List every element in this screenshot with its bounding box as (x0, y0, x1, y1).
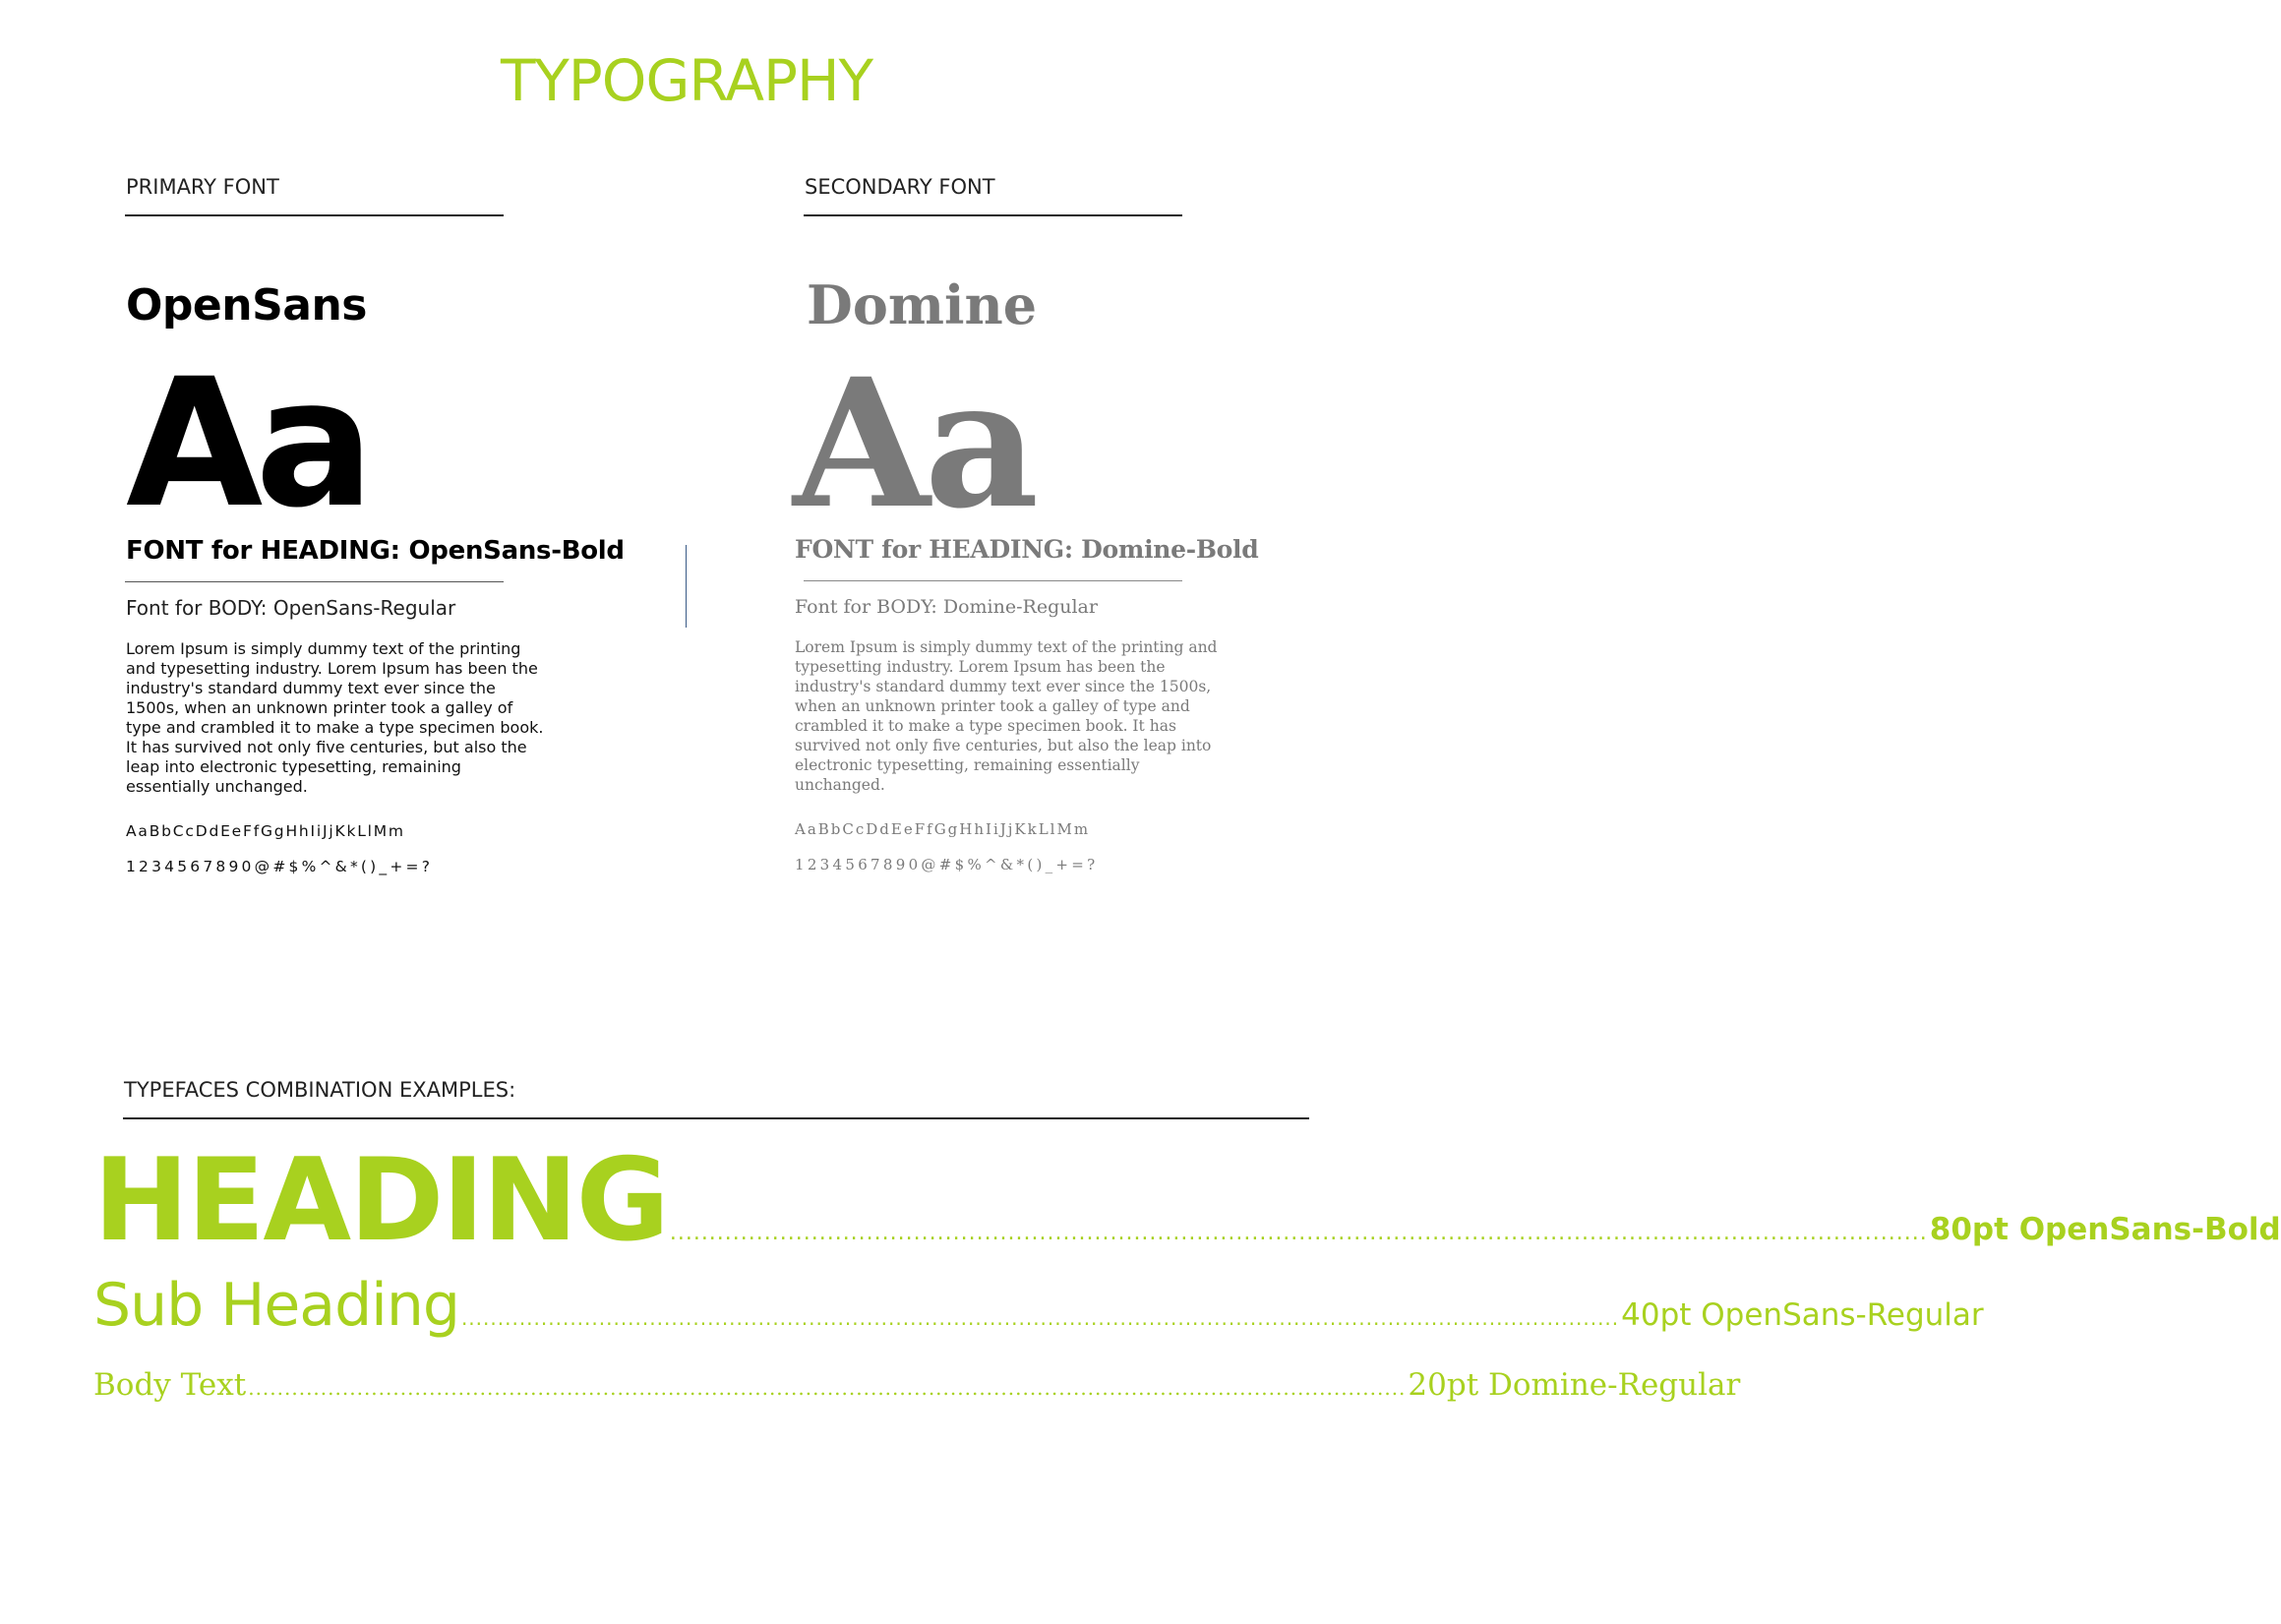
secondary-font-label-rule (804, 214, 1182, 216)
combinations-rule (123, 1117, 1309, 1119)
combo-spec-body: 20pt Domine-Regular (1408, 1367, 1741, 1403)
combinations-label: TYPEFACES COMBINATION EXAMPLES: (124, 1078, 516, 1102)
dot-leader: ................................................................................................................................................................ (248, 1376, 1407, 1400)
combo-sample-subheading: Sub Heading (93, 1271, 459, 1340)
secondary-digits-symbols: 1234567890@#$%^&*()_+=? (795, 856, 1099, 873)
combo-sample-heading: HEADING (93, 1134, 668, 1267)
combo-spec-subheading: 40pt OpenSans-Regular (1621, 1297, 1984, 1333)
secondary-heading-font-line: FONT for HEADING: Domine-Bold (795, 535, 1259, 564)
secondary-font-name: Domine (807, 273, 1038, 336)
column-divider (686, 545, 687, 628)
primary-heading-font-line: FONT for HEADING: OpenSans-Bold (126, 536, 625, 566)
dot-leader: ................................................................................................................................................................ (669, 1221, 1928, 1245)
secondary-heading-rule (804, 580, 1182, 581)
primary-body-font-line: Font for BODY: OpenSans-Regular (126, 596, 456, 620)
primary-sample-paragraph: Lorem Ipsum is simply dummy text of the printing and typesetting industry. Lorem Ipsum has been the industry's standard dummy text ever since the 1500s, when an unknown printer took a galley of type and crambled it to make a type specimen book. It has survived not only five centuries, but also the leap into electronic typesetting, remaining essentially unchanged. (126, 639, 544, 796)
combo-sample-body: Body Text (93, 1367, 247, 1403)
secondary-sample-glyphs: Aa (793, 340, 1034, 548)
primary-font-name: OpenSans (126, 280, 367, 331)
page-title: TYPOGRAPHY (500, 47, 873, 114)
primary-font-label-rule (125, 214, 504, 216)
combo-row-heading (93, 1134, 2281, 1272)
secondary-alphabet: AaBbCcDdEeFfGgHhIiJjKkLlMm (795, 820, 1091, 838)
primary-heading-rule (125, 581, 504, 582)
combo-spec-heading: 80pt OpenSans-Bold (1929, 1212, 2281, 1247)
secondary-sample-paragraph: Lorem Ipsum is simply dummy text of the printing and typesetting industry. Lorem Ipsum has been the industry's standard dummy text ever since the 1500s, when an unknown printer took a galley of type and crambled it to make a type specimen book. It has survived not only five centuries, but also the leap into electronic typesetting, remaining essentially unchanged. (795, 638, 1218, 794)
secondary-body-font-line: Font for BODY: Domine-Regular (795, 596, 1098, 618)
dot-leader: ................................................................................................................................................................ (460, 1306, 1620, 1330)
primary-alphabet: AaBbCcDdEeFfGgHhIiJjKkLlMm (126, 822, 405, 840)
combo-row-subheading (93, 1271, 1984, 1340)
primary-digits-symbols: 1234567890@#$%^&*()_+=? (126, 858, 434, 875)
secondary-font-label: SECONDARY FONT (805, 175, 995, 199)
primary-font-label: PRIMARY FONT (126, 175, 279, 199)
combo-row-body (93, 1367, 1741, 1403)
primary-sample-glyphs: Aa (126, 341, 367, 547)
